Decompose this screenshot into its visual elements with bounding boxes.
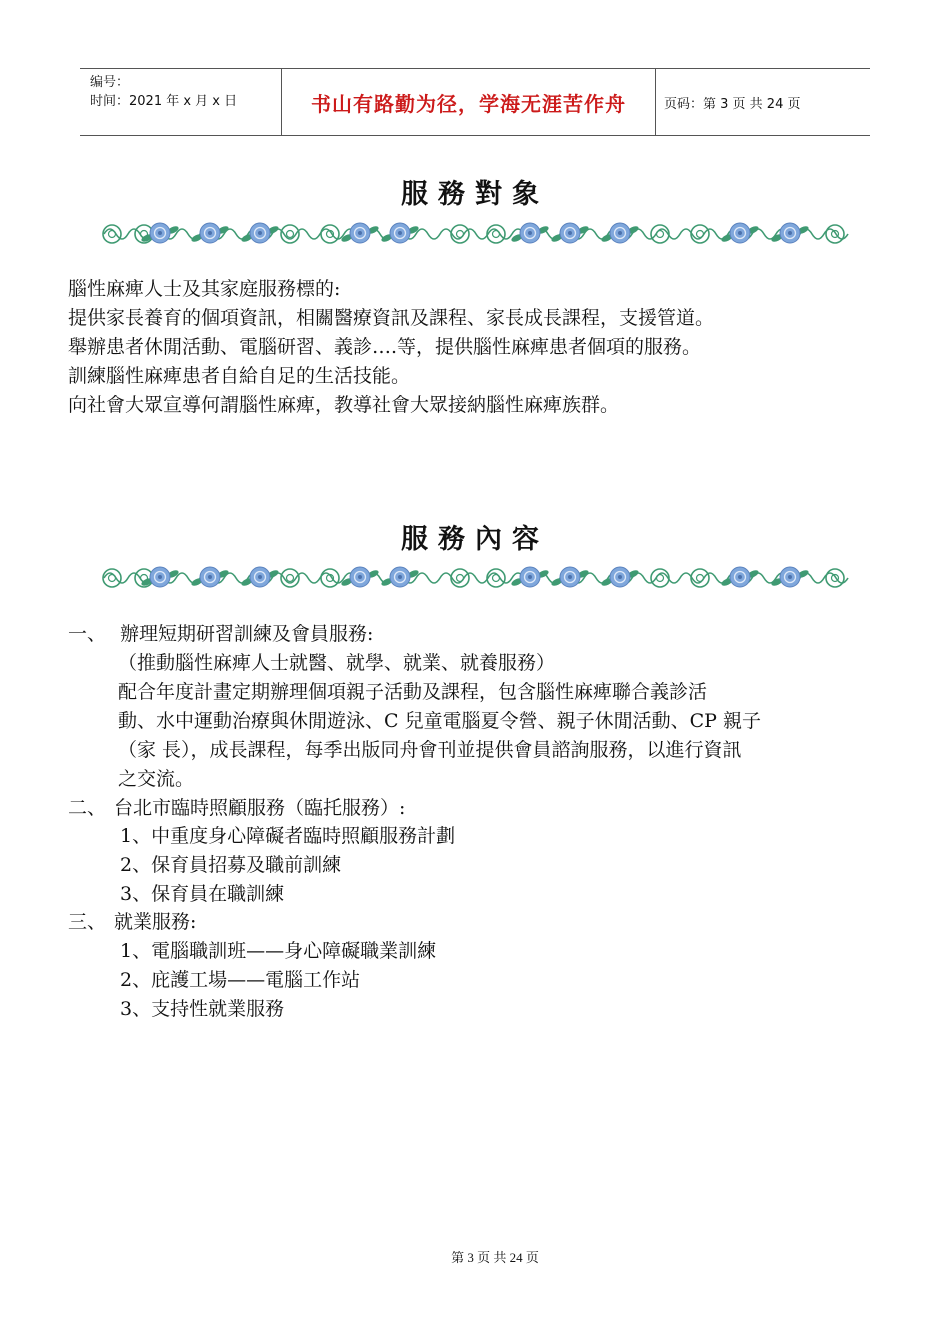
rose-center [208,575,212,579]
targets-line-4: 訓練腦性麻痺患者自給自足的生活技能。 [68,365,411,387]
rose-center [208,231,212,235]
item-1-line-3: 動、水中運動治療與休閒遊泳、C 兒童電腦夏令營、親子休閒活動、CP 親子 [118,710,761,732]
rose-center [738,575,742,579]
item-2-sub-3: 3、保育員在職訓練 [120,883,285,905]
vine-curl [321,569,339,587]
section-title-service-targets: 服務對象 [401,179,549,210]
item-1-line-4: （家 長），成長課程，每季出版同舟會刊並提供會員諮詢服務，以進行資訊 [118,739,742,761]
item-3-heading: 就業服務: [114,911,197,933]
rose-center [358,231,362,235]
item-2-marker: 二、 [68,797,107,819]
item-1-marker: 一、 [68,623,107,645]
item-1-line-2: 配合年度計畫定期辦理個項親子活動及課程，包含腦性麻痺聯合義診活 [118,681,708,703]
item-2-sub-2: 2、保育員招募及職前訓練 [120,854,342,876]
vine-curl [457,231,464,238]
vine-curl [109,575,116,582]
vine-curl [657,575,664,582]
item-2-heading: 台北市臨時照顧服務（臨托服務）: [114,797,406,819]
targets-line-2: 提供家長養育的個項資訊，相關醫療資訊及課程、家長成長課程，支援管道。 [68,307,715,329]
vine-curl [691,225,709,243]
vine-curl [826,569,844,587]
section-title-service-content: 服務內容 [401,524,549,555]
vine-curl [487,225,505,243]
vine-curl [493,575,500,582]
rose-center [258,575,262,579]
vine-curl [697,575,704,582]
header-page-info: 页码：第 3 页 共 24 页 [664,96,801,112]
item-3-sub-2: 2、庇護工場——電腦工作站 [120,969,361,991]
rose-center [528,575,532,579]
vine-curl [493,231,500,238]
rose-center [788,231,792,235]
vine-curl [697,231,704,238]
rose-center [258,231,262,235]
vine-curl [691,569,709,587]
vine-curl [321,225,339,243]
vine-curl [651,225,669,243]
vine-curl [109,231,116,238]
vine-curl [487,569,505,587]
rose-center [398,231,402,235]
item-2-sub-1: 1、中重度身心障礙者臨時照顧服務計劃 [120,825,456,847]
vine-curl [287,575,294,582]
header-page-cell [656,69,870,135]
rose-center [528,231,532,235]
vine-curl [651,569,669,587]
item-3-sub-1: 1、電腦職訓班——身心障礙職業訓練 [120,940,437,962]
vine-curl [826,225,844,243]
rose-center [568,231,572,235]
rose-center [618,231,622,235]
rose-center [788,575,792,579]
rose-center [568,575,572,579]
vine-curl [103,569,121,587]
vine-curl [451,569,469,587]
document-date: 时间：2021 年 x 月 x 日 [90,94,238,109]
header-meta [80,69,282,135]
header-table [80,68,870,136]
vine-curl [657,231,664,238]
vine-curl [457,575,464,582]
vine-curl [287,231,294,238]
document-number-label: 编号： [90,75,130,90]
item-1-line-5: 之交流。 [118,768,195,790]
targets-line-3: 舉辦患者休閒活動、電腦研習、義診….等，提供腦性麻痺患者個項的服務。 [68,336,702,358]
rose-vine-divider [100,216,852,252]
header-motto: 书山有路勤为径，学海无涯苦作舟 [311,91,626,116]
item-3-marker: 三、 [68,911,107,933]
page-footer: 第 3 页 共 24 页 [451,1250,539,1265]
rose-vine-divider [100,560,852,596]
rose-center [618,575,622,579]
rose-center [158,231,162,235]
item-1-line-1: （推動腦性麻痺人士就醫、就學、就業、就養服務） [118,652,556,674]
vine-curl [103,225,121,243]
rose-center [358,575,362,579]
item-3-sub-3: 3、支持性就業服務 [120,998,285,1020]
rose-center [158,575,162,579]
header-motto-cell [282,69,656,135]
rose-center [398,575,402,579]
targets-line-1: 腦性麻痺人士及其家庭服務標的: [68,278,341,300]
vine-curl [451,225,469,243]
targets-line-5: 向社會大眾宣導何謂腦性麻痺，教導社會大眾接納腦性麻痺族群。 [68,394,620,416]
item-1-heading: 辦理短期研習訓練及會員服務: [120,623,374,645]
rose-center [738,231,742,235]
